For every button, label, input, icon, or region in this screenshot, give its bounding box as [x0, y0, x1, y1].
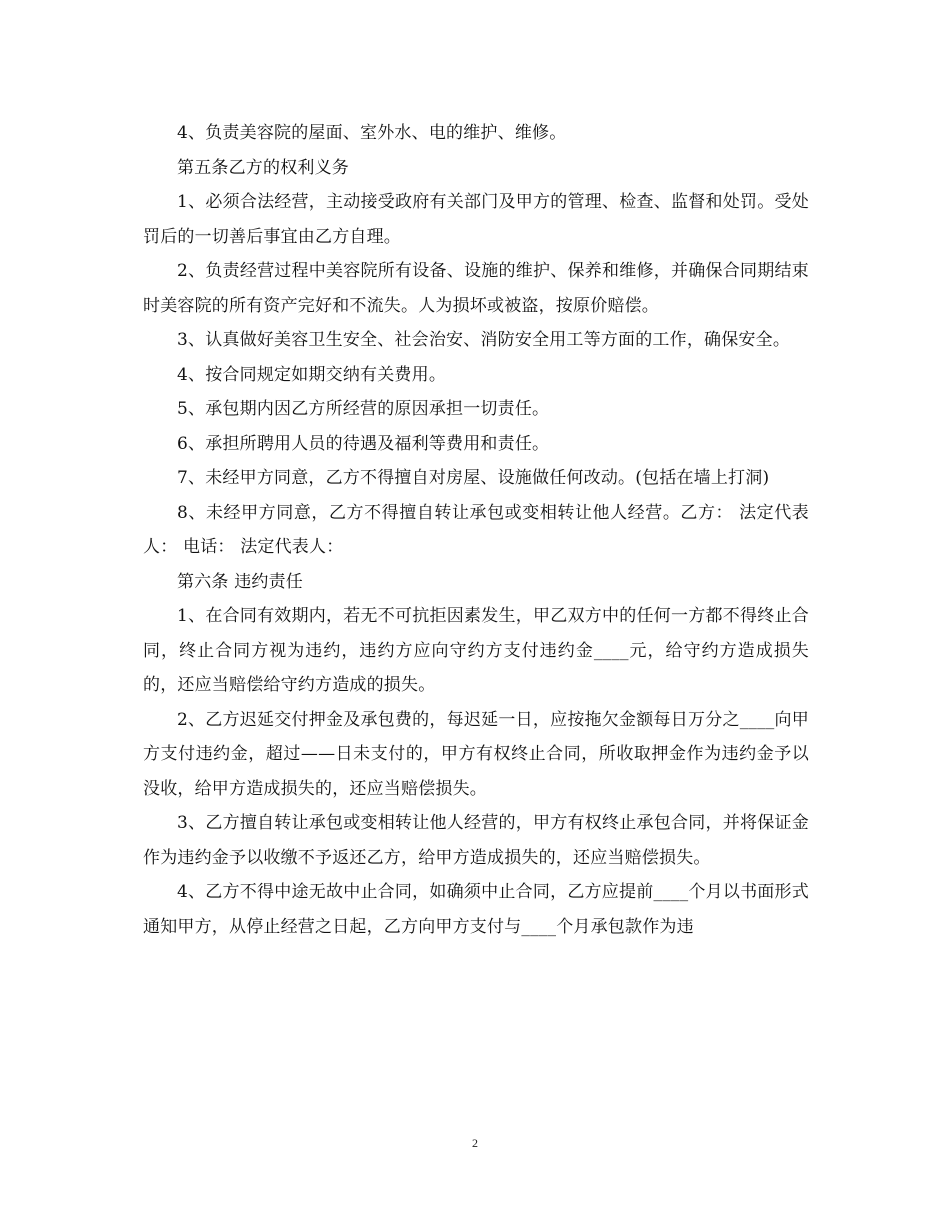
- page-number: 2: [472, 1136, 478, 1150]
- paragraph: 3、认真做好美容卫生安全、社会治安、消防安全用工等方面的工作，确保安全。: [177, 330, 791, 350]
- paragraph: 1、必须合法经营，主动接受政府有关部门及甲方的管理、检查、监督和处罚。受处罚后的一切善后事宜由乙方自理。: [143, 192, 809, 247]
- paragraph: 8、未经甲方同意，乙方不得擅自转让承包或变相转让他人经营。乙方： 法定代表人： 电话： 法定代表人：: [143, 502, 809, 557]
- paragraph: 1、在合同有效期内，若无不可抗拒因素发生，甲乙双方中的任何一方都不得终止合同，终止合同方视为违约，违约方应向守约方支付违约金____元，给守约方造成损失的，还应当赔偿给守约方造成的损失。: [143, 606, 809, 695]
- paragraph: 5、承包期内因乙方所经营的原因承担一切责任。: [177, 399, 550, 419]
- paragraph: 4、负责美容院的屋面、室外水、电的维护、维修。: [177, 123, 567, 143]
- paragraph: 6、承担所聘用人员的待遇及福利等费用和责任。: [177, 433, 550, 454]
- paragraph: 4、乙方不得中途无故中止合同，如确须中止合同，乙方应提前____个月以书面形式通知甲方，从停止经营之日起，乙方向甲方支付与____个月承包款作为违: [143, 882, 809, 937]
- paragraph: 3、乙方擅自转让承包或变相转让他人经营的，甲方有权终止承包合同，并将保证金作为违约金予以收缴不予返还乙方，给甲方造成损失的，还应当赔偿损失。: [143, 813, 809, 868]
- section-heading: 第六条 违约责任: [177, 571, 304, 592]
- document-body: [143, 116, 809, 944]
- section-heading: 第五条乙方的权利义务: [177, 157, 349, 178]
- paragraph: 4、按合同规定如期交纳有关费用。: [177, 364, 447, 385]
- paragraph: 2、负责经营过程中美容院所有设备、设施的维护、保养和维修，并确保合同期结束时美容院的所有资产完好和不流失。人为损坏或被盗，按原价赔偿。: [143, 261, 809, 316]
- paragraph: 7、未经甲方同意，乙方不得擅自对房屋、设施做任何改动。(包括在墙上打洞): [177, 468, 770, 488]
- paragraph: 2、乙方迟延交付押金及承包费的，每迟延一日，应按拖欠金额每日万分之____向甲方支付违约金，超过——日未支付的，甲方有权终止合同，所收取押金作为违约金予以没收，给甲方造成损失的，还应当赔偿损失。: [143, 709, 809, 799]
